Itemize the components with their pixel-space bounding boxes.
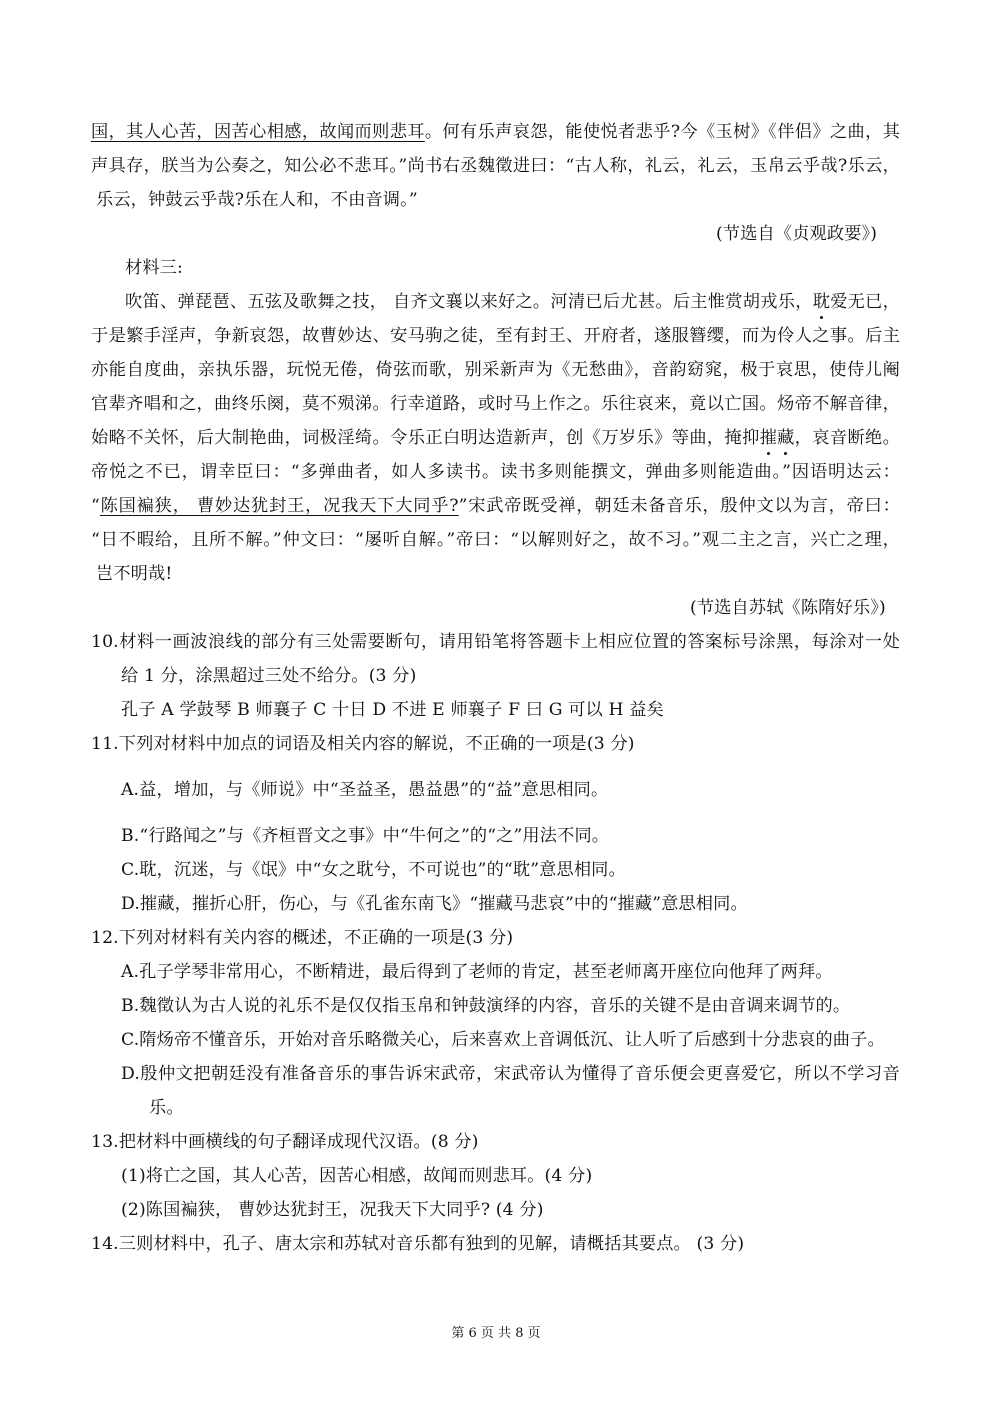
passage-line: 官辈齐唱和之，曲终乐阕，莫不殒涕。行幸道路，或时马上作之。乐往哀来，竟以亡国。炀帝不解音律，	[91, 394, 900, 414]
dotted-char: 耽	[812, 292, 831, 312]
question-12: 12.下列对材料有关内容的概述，不正确的一项是(3 分)	[91, 928, 514, 948]
question-13-item-2: (2)陈国褊狭， 曹妙达犹封王，况我天下大同乎? (4 分)	[121, 1200, 544, 1220]
option-11-c: C.耽，沉迷，与《氓》中“女之耽兮，不可说也”的“耽”意思相同。	[121, 860, 626, 880]
passage-line: 帝悦之不已，谓幸臣曰：“多弹曲者，如人多读书。读书多则能撰文，弹曲多则能造曲。”因语明达云：	[91, 462, 900, 482]
source-note: (节选自《贞观政要》)	[716, 224, 878, 244]
question-11: 11.下列对材料中加点的词语及相关内容的解说，不正确的一项是(3 分)	[91, 734, 635, 754]
passage-line: 乐云，钟鼓云乎哉?乐在人和，不由音调。”	[96, 190, 418, 210]
underlined-sentence: 国，其人心苦，因苦心相感，故闻而则悲耳	[91, 122, 425, 142]
material-three-title: 材料三:	[125, 258, 183, 278]
option-12-a: A.孔子学琴非常用心，不断精进，最后得到了老师的肯定，甚至老师离开座位向他拜了两拜。	[121, 962, 833, 982]
question-13-item-1: (1)将亡之国，其人心苦，因苦心相感，故闻而则悲耳。(4 分)	[121, 1166, 593, 1186]
page-number: 第 6 页 共 8 页	[451, 1326, 541, 1341]
passage-line: 于是繁手淫声，争新哀怨，故曹妙达、安马驹之徒，至有封王、开府者，遂服簪缨，而为伶人之事。后主	[91, 326, 900, 346]
underlined-sentence: 陈国褊狭， 曹妙达犹封王，况我天下大同乎?	[99, 496, 459, 516]
question-10-options: 孔子 A 学鼓琴 B 师襄子 C 十日 D 不进 E 师襄子 F 曰 G 可以 H 益矣	[121, 700, 664, 720]
option-11-d: D.摧藏，摧折心肝，伤心，与《孔雀东南飞》“摧藏马悲哀”中的“摧藏”意思相同。	[121, 894, 748, 914]
question-14: 14.三则材料中，孔子、唐太宗和苏轼对音乐都有独到的见解，请概括其要点。 (3 分)	[91, 1234, 745, 1254]
passage-line: “陈国褊狭， 曹妙达犹封王，况我天下大同乎?”宋武帝既受禅，朝廷未备音乐，殷仲文以为言，帝曰：	[91, 496, 900, 516]
option-12-d: D.殷仲文把朝廷没有准备音乐的事告诉宋武帝，宋武帝认为懂得了音乐便会更喜爱它，所以不学习音	[121, 1064, 900, 1084]
question-13: 13.把材料中画横线的句子翻译成现代汉语。(8 分)	[91, 1132, 479, 1152]
dotted-char: 摧	[759, 428, 778, 448]
passage-line: 吹笛、弹琵琶、五弦及歌舞之技， 自齐文襄以来好之。河清已后尤甚。后主惟赏胡戎乐，耽爱无已，	[125, 292, 900, 312]
option-11-a: A.益，增加，与《师说》中“圣益圣，愚益愚”的“益”意思相同。	[121, 780, 609, 800]
passage-line: 岂不明哉!	[96, 564, 173, 584]
source-note: (节选自苏轼《陈隋好乐》)	[690, 598, 886, 618]
question-10-note: 给 1 分，涂黑超过三处不给分。(3 分)	[121, 666, 417, 686]
passage-line: 国，其人心苦，因苦心相感，故闻而则悲耳。何有乐声哀怨，能使悦者悲乎?今《玉树》《伴侣》之曲，其	[91, 122, 900, 142]
option-11-b: B.“行路闻之”与《齐桓晋文之事》中“牛何之”的“之”用法不同。	[121, 826, 610, 846]
passage-line: 亦能自度曲，亲执乐器，玩悦无倦，倚弦而歌，别采新声为《无愁曲》，音韵窈窕，极于哀思，使侍儿阉	[91, 360, 900, 380]
option-12-d-cont: 乐。	[149, 1098, 184, 1118]
passage-line: “日不暇给，且所不解。”仲文曰：“屡听自解。”帝曰：“以解则好之，故不习。”观二主之言，兴亡之理，	[91, 530, 900, 550]
passage-line: 始略不关怀，后大制艳曲，词极淫绮。令乐正白明达造新声，创《万岁乐》等曲，掩抑摧藏，哀音断绝。	[91, 428, 900, 448]
option-12-c: C.隋炀帝不懂音乐，开始对音乐略微关心，后来喜欢上音调低沉、让人听了后感到十分悲哀的曲子。	[121, 1030, 885, 1050]
option-12-b: B.魏徵认为古人说的礼乐不是仅仅指玉帛和钟鼓演绎的内容，音乐的关键不是由音调来调节的。	[121, 996, 851, 1016]
dotted-char: 藏	[777, 428, 795, 448]
passage-line: 声具存，朕当为公奏之，知公必不悲耳。”尚书右丞魏徵进曰：“古人称，礼云，礼云，玉帛云乎哉?乐云，	[91, 156, 900, 176]
question-10: 10.材料一画波浪线的部分有三处需要断句，请用铅笔将答题卡上相应位置的答案标号涂黑，每涂对一处	[91, 632, 900, 652]
